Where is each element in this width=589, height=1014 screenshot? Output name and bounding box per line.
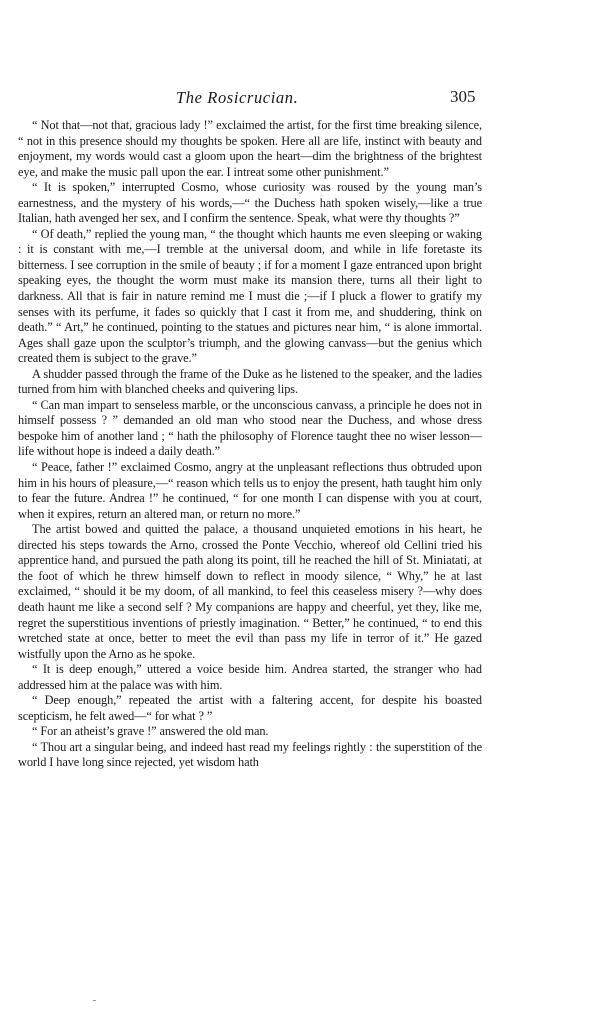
paragraph: “ Can man impart to senseless marble, or the unconscious canvass, a principle he does not in himself possess ? ” demanded an old man who stood near the Duchess, and whose dress bespoke him of another land ; “ hath the philosophy of Florence taught thee no wiser lesson—life without hope is indeed a daily death.” bbox=[18, 397, 482, 459]
running-head bbox=[0, 88, 589, 108]
paragraph: “ Deep enough,” repeated the artist with a faltering accent, for despite his boasted scepticism, he felt awed—“ for what ? ” bbox=[18, 693, 482, 723]
paragraph: “ Of death,” replied the young man, “ the thought which haunts me even sleeping or waking : it is constant with me,—I tremble at the universal doom, and while in life foretaste its bitterness. I see corruption in the smile of beauty ; if for a moment I gaze entranced upon bright speaking eyes, the thought the worm must make its mansion there, turns all their light to darkness. All that is fair in nature remind me I must die ;—if I pluck a flower to gratify my senses with its perfume, it fades so quickly that I cast it from me, and shuddering, think on death.” “ Art,” he continued, pointing to the statues and pictures near him, “ is alone immortal. Ages shall gaze upon the sculptor’s triumph, and the glowing canvass—but the genius which created them is subject to the grave.” bbox=[18, 226, 482, 366]
paragraph: “ Thou art a singular being, and indeed hast read my feelings rightly : the superstition of the world I have long since rejected, yet wisdom hath bbox=[18, 739, 482, 770]
paragraph: “ Peace, father !” exclaimed Cosmo, angry at the unpleasant reflections thus obtruded upon him in his hours of pleasure,—“ reason which tells us to enjoy the present, hath taught him only to fear the future. Andrea !” he continued, “ for one month I can dispense with you at court, when it expires, return an altered man, or return no more.” bbox=[18, 460, 482, 521]
running-title: The Rosicrucian. bbox=[176, 88, 299, 107]
page-number: 305 bbox=[450, 87, 476, 106]
paragraph: The artist bowed and quitted the palace, a thousand unquieted emotions in his heart, he directed his steps towards the Arno, crossed the Ponte Vecchio, whereof old Cellini tried his apprentice hand, and pursued the path along its point, till he reached the hill of St. Miniatati, at the foot of which he threw himself down to reflect in moody silence, “ Why,” he at last exclaimed, “ should it be my doom, of all mankind, to feel this ceaseless misery ?—why does death haunt me like a second self ? My companions are happy and cheerful, yet they, like me, regret the superstitious inventions of priestly imagination. “ Better,” he continued, “ to end this wretched state at once, better to meet the evil than pass my life in terror of it.” He gazed wistfully upon the Arno as he spoke. bbox=[18, 522, 482, 661]
body-text bbox=[18, 118, 482, 771]
paragraph: “ Not that—not that, gracious lady !” exclaimed the artist, for the first time breaking silence, “ not in this presence should my thoughts be spoken. Here all are life, instinct with beauty and enjoyment, my words would cast a gloom upon the heart—dim the brightness of the brightest eye, and make the music pall upon the ear. I intreat some other punishment.” bbox=[18, 118, 482, 179]
printer-mark bbox=[93, 1000, 96, 1001]
paragraph: “ It is spoken,” interrupted Cosmo, whose curiosity was roused by the young man’s earnestness, and the mystery of his words,—“ the Duchess hath spoken wisely,—like a true Italian, hath avenged her sex, and I confirm the sentence. Speak, what were thy thoughts ?” bbox=[18, 180, 482, 226]
paragraph: A shudder passed through the frame of the Duke as he listened to the speaker, and the ladies turned from him with blanched cheeks and quivering lips. bbox=[18, 366, 482, 397]
paragraph: “ It is deep enough,” uttered a voice beside him. Andrea started, the stranger who had addressed him at the palace was with him. bbox=[18, 662, 482, 692]
paragraph: “ For an atheist’s grave !” answered the old man. bbox=[32, 724, 269, 739]
